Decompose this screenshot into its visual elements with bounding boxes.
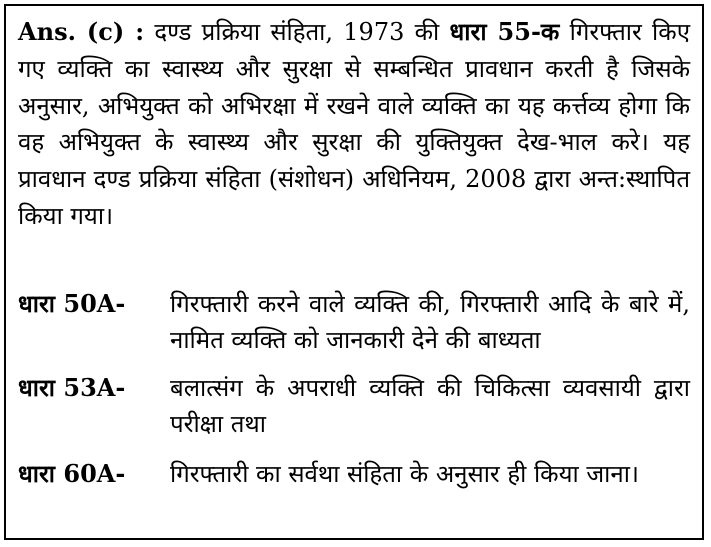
provision-50a bbox=[18, 286, 690, 358]
provision-text: बलात्संग के अपराधी व्यक्ति की चिकित्सा व्यवसायी द्वारा परीक्षा तथा bbox=[170, 374, 690, 438]
provision-53a bbox=[18, 370, 690, 442]
answer-label: Ans. (c) : bbox=[18, 17, 145, 46]
answer-box bbox=[4, 4, 704, 540]
answer-paragraph bbox=[18, 14, 690, 235]
provision-text: गिरफ्तारी करने वाले व्यक्ति की, गिरफ्तारी आदि के बारे में, नामित व्यक्ति को जानकारी देने की बाध्यता bbox=[170, 290, 690, 354]
provision-text: गिरफ्तारी का सर्वथा संहिता के अनुसार ही किया जाना। bbox=[170, 460, 640, 488]
answer-body: गिरफ्तार किए गए व्यक्ति का स्वास्थ्य और सुरक्षा से सम्बन्धित प्रावधान करती है जिसके अनुसार, अभियुक्त को अभिरक्षा में रखने वाले व्यक्ति का यह कर्त्तव्य होगा कि वह अभियुक्त के स्वास्थ्य और सुरक्षा की युक्तियुक्त देख-भाल करे। यह प्रावधान दण्ड प्रक्रिया संहिता (संशोधन) अधिनियम, 2008 द्वारा अन्त:स्थापित किया गया। bbox=[18, 18, 690, 230]
section-reference: धारा 55-क bbox=[449, 17, 560, 46]
provision-60a bbox=[18, 456, 690, 492]
provision-label: धारा 50A- bbox=[18, 289, 126, 318]
provision-label: धारा 60A- bbox=[18, 459, 126, 488]
answer-intro: दण्ड प्रक्रिया संहिता, 1973 की bbox=[154, 18, 440, 46]
provision-label: धारा 53A- bbox=[18, 373, 126, 402]
